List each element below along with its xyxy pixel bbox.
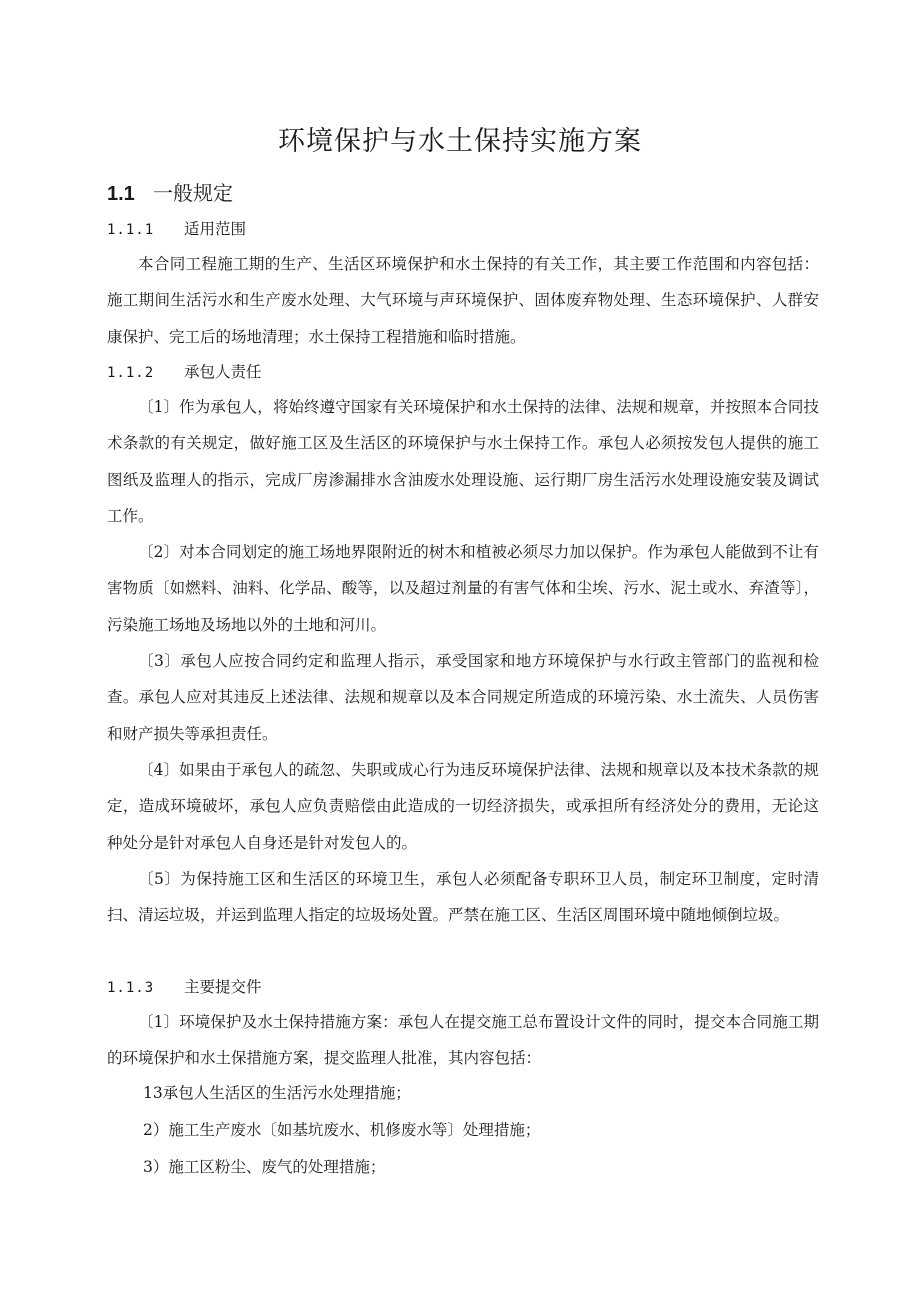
paragraph-responsibility-5: 〔5〕为保持施工区和生活区的环境卫生，承包人必须配备专职环卫人员，制定环卫制度，定时清扫、清运垃圾，并运到监理人指定的垃圾场处置。严禁在施工区、生活区周围环境中随地倾倒垃圾。 xyxy=(107,870,819,925)
paragraph-scope: 本合同工程施工期的生产、生活区环境保护和水土保持的有关工作，其主要工作范围和内容包括：施工期间生活污水和生产废水处理、大气环境与声环境保护、固体废弃物处理、生态环境保护、人群安康保护、完工后的场地清理；水土保持工程措施和临时措施。 xyxy=(107,255,819,346)
list-item: 2）施工生产废水〔如基坑废水、机修废水等〕处理措施； xyxy=(143,1121,541,1139)
subsection-number: 1.1.1 xyxy=(107,222,155,238)
paragraph-submittals-1: 〔1〕环境保护及水土保持措施方案：承包人在提交施工总布置设计文件的同时，提交本合同施工期的环境保护和水土保措施方案，提交监理人批准，其内容包括： xyxy=(107,1013,819,1068)
subsection-heading-submittals xyxy=(107,975,262,997)
subsection-heading-scope xyxy=(107,217,246,239)
list-item: 13承包人生活区的生活污水处理措施； xyxy=(143,1084,411,1102)
subsection-title: 主要提交件 xyxy=(184,978,262,996)
subsection-title: 承包人责任 xyxy=(184,363,262,381)
paragraph-responsibility-1: 〔1〕作为承包人，将始终遵守国家有关环境保护和水土保持的法律、法规和规章，并按照本合同技术条款的有关规定，做好施工区及生活区的环境保护与水土保持工作。承包人必须按发包人提供的施工图纸及监理人的指示，完成厂房渗漏排水含油废水处理设施、运行期厂房生活污水处理设施安装及调试工作。 xyxy=(107,398,819,525)
section-number: 1.1 xyxy=(107,183,135,205)
list-item: 3）施工区粉尘、废气的处理措施； xyxy=(143,1158,386,1176)
paragraph-responsibility-2: 〔2〕对本合同划定的施工场地界限附近的树木和植被必须尽力加以保护。作为承包人能做到不让有害物质〔如燃料、油料、化学品、酸等，以及超过剂量的有害气体和尘埃、污水、泥土或水、弃渣等〕，污染施工场地及场地以外的土地和河川。 xyxy=(107,543,819,634)
subsection-number: 1.1.2 xyxy=(107,365,155,381)
subsection-title: 适用范围 xyxy=(184,220,247,238)
subsection-number: 1.1.3 xyxy=(107,980,155,996)
section-heading xyxy=(107,177,233,206)
section-title: 一般规定 xyxy=(153,181,233,205)
subsection-heading-responsibility xyxy=(107,360,262,382)
paragraph-responsibility-3: 〔3〕承包人应按合同约定和监理人指示，承受国家和地方环境保护与水行政主管部门的监视和检查。承包人应对其违反上述法律、法规和规章以及本合同规定所造成的环境污染、水土流失、人员伤害和财产损失等承担责任。 xyxy=(107,652,819,743)
document-title: 环境保护与水土保持实施方案 xyxy=(278,126,642,157)
paragraph-responsibility-4: 〔4〕如果由于承包人的疏忽、失职或成心行为违反环境保护法律、法规和规章以及本技术条款的规定，造成环境破坏，承包人应负责赔偿由此造成的一切经济损失，或承担所有经济处分的费用，无论这种处分是针对承包人自身还是针对发包人的。 xyxy=(107,761,819,852)
